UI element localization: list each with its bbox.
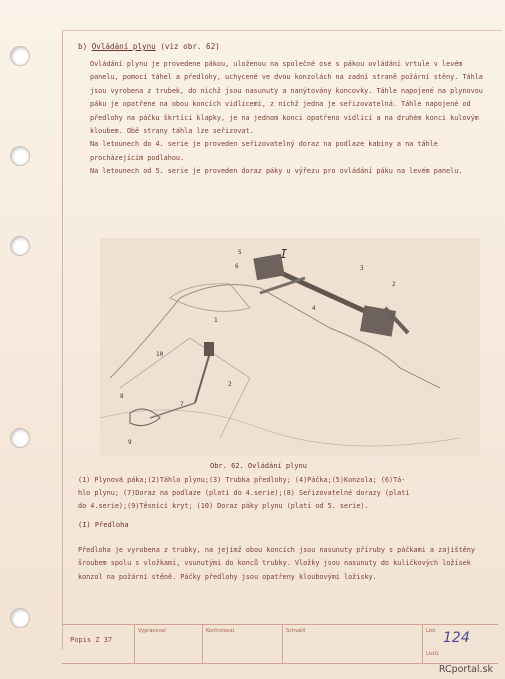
callout-3: 3 (360, 265, 364, 272)
callout-10: 10 (156, 351, 164, 358)
figure-background (100, 238, 480, 456)
subsection-heading: (I) Předloha (78, 521, 129, 529)
kontroloval-label: Kontroloval (206, 628, 235, 634)
throttle-linkage-figure (100, 238, 480, 456)
kontroloval-cell (202, 625, 282, 663)
section-label: b) (78, 42, 88, 51)
list-cell (422, 625, 498, 663)
listu-label: Listů: (426, 651, 440, 657)
binder-hole (10, 146, 30, 166)
callout-8: 8 (120, 393, 124, 400)
callout-1: 1 (214, 317, 218, 324)
body-paragraph: Na letounech do 4. serie je proveden seřizovatelný doraz na podlaze kabiny a na táhle procházejícím podlahou. (90, 140, 438, 162)
figure-caption: Obr. 62. Ovládání plynu (210, 462, 307, 470)
callout-5: 5 (238, 249, 242, 256)
callout-7: 7 (180, 401, 184, 408)
body-paragraph: Ovládání plynu je provedene pákou, uloženou na společné ose s pákou ovládání vrtule v levém panelu, pomocí táhel a předlohy, uchycené ve dvou konzolách na zadní straně požární stěny. Táhla jsou vyrobena z trubek, do nichž jsou nasunuty a nanýtovány koncovky. Táhle napojené na plynovou páku je opatřene na obou koncích vidlicemi, z nichž jedna je seřizovatelná. Táhle napojené od předlohy na páčku škrtící klapky, je na jednom konci opatřeno vidlicí a na druhém konci kulovým kloubem. Obě strany táhla lze seřizovat. (90, 60, 483, 136)
figure-legend (78, 474, 498, 512)
figure-roman-label: I (280, 247, 288, 261)
schvalil-cell (282, 625, 422, 663)
section-heading (78, 42, 220, 51)
title-block (62, 624, 498, 664)
section-title: Ovládání plynu (91, 42, 156, 51)
binder-hole (10, 608, 30, 628)
callout-9: 9 (128, 439, 132, 446)
page-number: 124 (443, 630, 470, 646)
callout-2: 2 (392, 281, 396, 288)
legend-line: do 4.serie);(9)Těsnící kryt; (10) Doraz páky plynu (platí od 5. serie). (78, 501, 369, 510)
body-text (90, 58, 490, 179)
subsection-paragraph: Předloha je vyrobena z trubky, na jejímž obou koncích jsou nasunuty příruby s páčkami a zajištěny šroubem spolu s vložkami, vsunutými do konců trubky. Vložky jsou nasunuty do kuličkových ložisek konzol na požární stěně. Páčky předlohy jsou opatřeny kloubovými ložisky. (78, 546, 475, 581)
legend-line: hlo plynu; (7)Doraz na podlaze (platí do 4.serie);(8) Seřizovatelné dorazy (platí (78, 488, 410, 497)
callout-2b: 2 (228, 381, 232, 388)
vypracoval-label: Vypracoval (138, 628, 166, 634)
vypracoval-cell (134, 625, 202, 663)
legend-line: (1) Plynová páka;(2)Táhlo plynu;(3) Trubka předlohy; (4)Páčka;(5)Konzola; (6)Tá- (78, 476, 406, 484)
body-paragraph: Na letounech od 5. serie je proveden doraz páky u výřezu pro ovládání páku na levém panelu. (90, 167, 463, 176)
margin-line (62, 30, 63, 650)
callout-6: 6 (235, 263, 239, 270)
binder-hole (10, 236, 30, 256)
throttle-lever-block (204, 342, 214, 356)
list-label: List: (426, 628, 437, 634)
binder-hole (10, 428, 30, 448)
watermark: RCportal.sk (438, 664, 493, 675)
bracket-right (360, 305, 396, 336)
schvalil-label: Schválil (286, 628, 306, 634)
binder-hole (10, 46, 30, 66)
document-type: Popis Z 37 (70, 636, 113, 644)
subsection-text (78, 544, 498, 584)
top-rule (62, 30, 502, 31)
section-ref: (viz obr. 62) (160, 42, 220, 51)
callout-4: 4 (312, 305, 316, 312)
